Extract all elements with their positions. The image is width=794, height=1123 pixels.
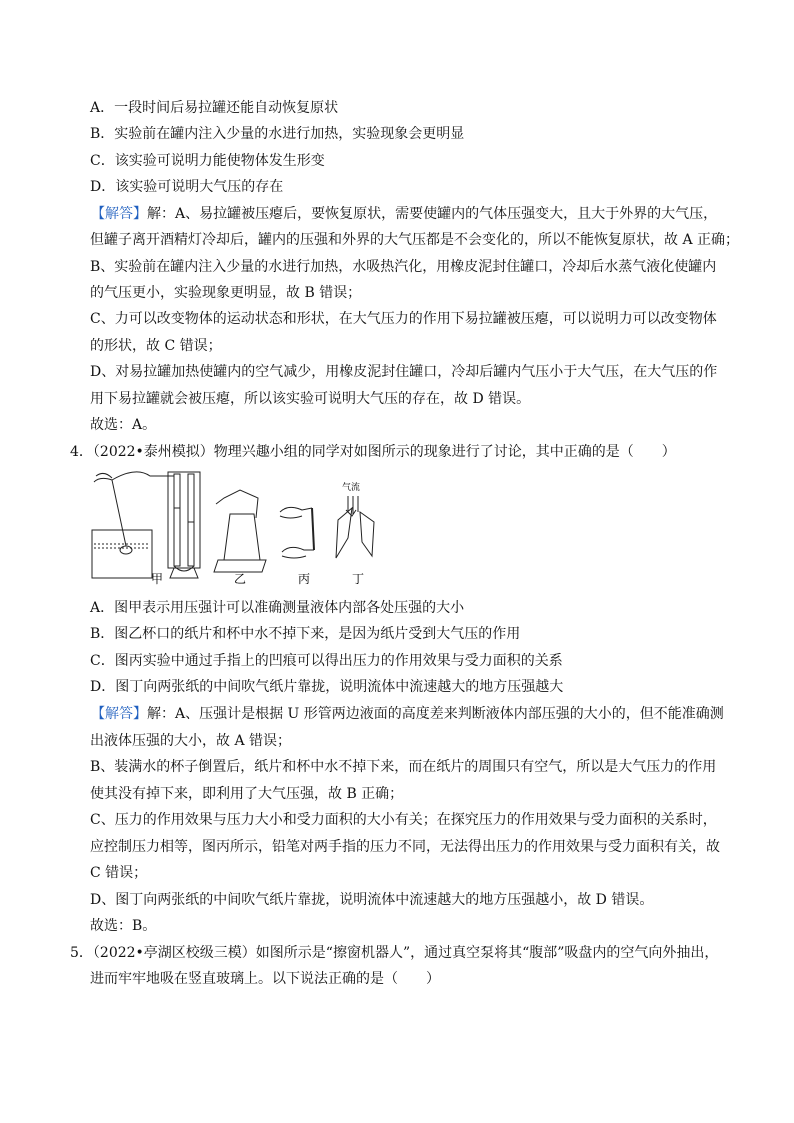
q4-answer-line-4: 使其没有掉下来，即利用了大气压强，故 B 正确； [90,786,404,802]
figure-label-bing: 丙 [298,572,311,586]
q4-option-b: B．图乙杯口的纸片和杯中水不掉下来，是因为纸片受到大气压的作用 [90,626,521,642]
q4-answer-line-8: D、图丁向两张纸的中间吹气纸片靠拢，说明流体中流速越大的地方压强越小，故 D 错误。 [90,892,654,908]
q3-answer-line-3: B、实验前在罐内注入少量的水进行加热，水吸热汽化，用橡皮泥封住罐口，冷却后水蒸气液化使罐内 [90,259,717,275]
q3-answer-line-6: 的形状，故 C 错误； [90,338,222,354]
figure-label-ding: 丁 [352,572,365,586]
q3-option-d: D．该实验可说明大气压的存在 [90,179,284,195]
q4-answer-line-2: 出液体压强的大小，故 A 错误； [90,733,292,749]
q3-option-b: B．实验前在罐内注入少量的水进行加热，实验现象会更明显 [90,126,465,142]
figure-annotation-airflow: 气流 [342,483,361,493]
q4-answer-line-3: B、装满水的杯子倒置后，纸片和杯中水不掉下来，而在纸片的周围只有空气，所以是大气压力的作用 [90,759,717,775]
q4-answer-line-1: 【解答】解：A、压强计是根据 U 形管两边液面的高度差来判断液体内部压强的大小的，但不能准确测 [91,706,724,722]
figure-label-jia: 甲 [151,572,164,586]
q4-answer-tag: 【解答】 [91,706,147,722]
q4-option-a: A．图甲表示用压强计可以准确测量液体内部各处压强的大小 [90,600,465,616]
q3-option-a: A．一段时间后易拉罐还能自动恢复原状 [90,100,339,116]
q3-answer-line-1: 【解答】解：A、易拉罐被压瘪后，要恢复原状，需要使罐内的气体压强变大，且大于外界的大气压， [91,206,718,222]
q4-figure-svg [90,468,390,590]
q3-answer-line-8: 用下易拉罐就会被压瘪，所以该实验可说明大气压的存在，故 D 错误。 [90,391,531,407]
q3-answer-line-5: C、力可以改变物体的运动状态和形状，在大气压力的作用下易拉罐被压瘪，可以说明力可以改变物体 [90,311,717,327]
q3-option-c: C．该实验可说明力能使物体发生形变 [90,153,325,169]
q4-figure [90,468,390,590]
pencil-fingers-illustration [280,507,314,558]
q4-option-c: C．图丙实验中通过手指上的凹痕可以得出压力的作用效果与受力面积的关系 [90,653,563,669]
pressure-gauge-illustration [92,472,200,578]
q4-answer-line-6: 应控制压力相等，图丙所示，铅笔对两手指的压力不同，无法得出压力的作用效果与受力面积有关，故 [90,839,720,855]
figure-label-yi: 乙 [234,572,247,586]
q4-answer-line-9: 故选：B。 [90,918,157,934]
q5-stem-line-1: 5．（2022•亭湖区校级三模）如图所示是“擦窗机器人”，通过真空泵将其“腹部”吸盘内的空气向外抽出， [70,945,719,961]
q4-option-d: D．图丁向两张纸的中间吹气纸片靠拢，说明流体中流速越大的地方压强越大 [90,679,564,695]
q4-stem: 4．（2022•泰州模拟）物理兴趣小组的同学对如图所示的现象进行了讨论，其中正确的是（ ） [70,444,676,460]
q3-answer-line-4: 的气压更小，实验现象更明显，故 B 错误； [90,285,362,301]
q3-answer-tag: 【解答】 [91,206,147,222]
q5-stem-line-2: 进而牢牢地吸在竖直玻璃上。以下说法正确的是（ ） [90,971,440,987]
q3-answer-line-7: D、对易拉罐加热使罐内的空气减少，用橡皮泥封住罐口，冷却后罐内气压小于大气压，在大气压的作 [90,364,718,380]
q3-answer-line-2: 但罐子离开酒精灯冷却后，罐内的压强和外界的大气压都是不会变化的，所以不能恢复原状，故 A 正确； [90,232,740,248]
q4-answer-line-7: C 错误； [90,865,148,881]
paper-airflow-illustration [336,496,374,558]
q3-answer-line-9: 故选：A。 [90,417,157,433]
q4-answer-line-5: C、压力的作用效果与压力大小和受力面积的大小有关；在探究压力的作用效果与受力面积的关系时， [90,812,717,828]
inverted-cup-illustration [214,490,266,572]
